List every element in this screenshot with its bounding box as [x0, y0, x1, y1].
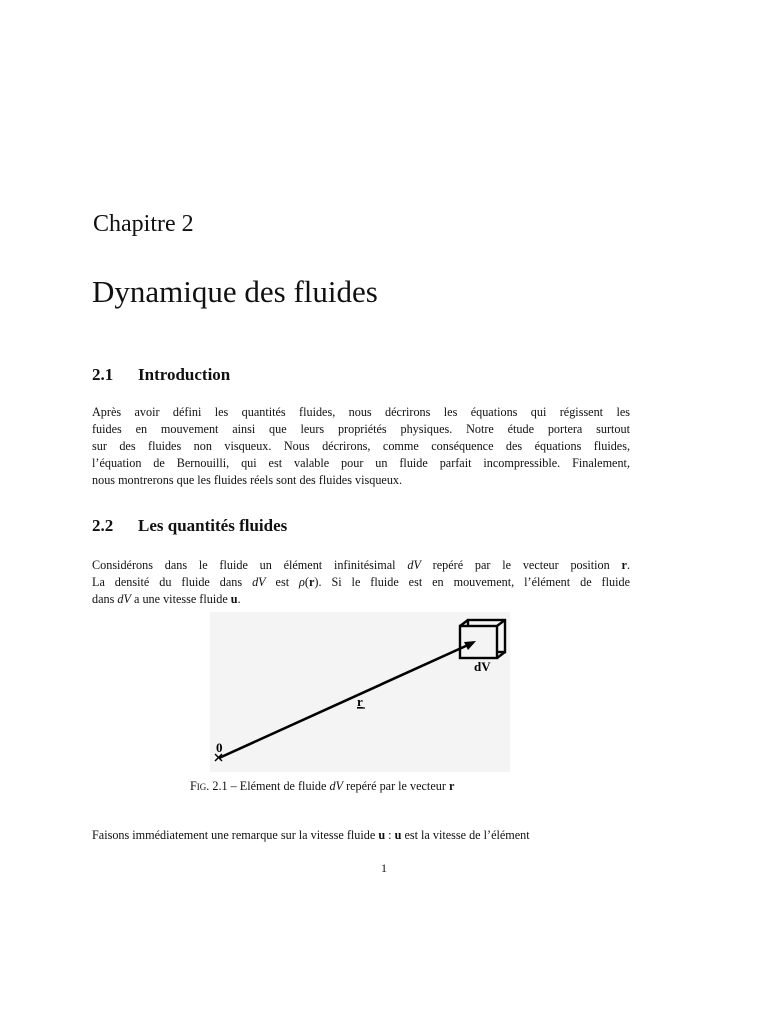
vector-label-r: r	[357, 694, 363, 709]
paragraph-line: dans dV a une vitesse fluide u.	[92, 592, 241, 606]
section-heading-introduction	[92, 365, 230, 385]
paragraph-line: La densité du fluide dans dV est ρ(r). Si le fluide est en mouvement, l’élément de fluide	[92, 575, 630, 589]
math-dv: dV	[117, 592, 131, 606]
origin-label: 0	[216, 740, 223, 755]
figure-fluid-element	[210, 612, 510, 772]
vector-r: r	[448, 779, 455, 793]
closing-paragraph	[92, 827, 630, 844]
paragraph-line: Faisons immédiatement une remarque sur la vitesse fluide u : u est la vitesse de l’élément	[92, 828, 530, 842]
math-dv: dV	[252, 575, 266, 589]
chapter-title: Dynamique des fluides	[92, 274, 378, 309]
paragraph-line: l’équation de Bernouilli, qui est valable pour un fluide parfait incompressible. Finalement,	[92, 456, 630, 470]
vector-r: r	[308, 575, 315, 589]
section-number: 2.2	[92, 516, 114, 535]
section-title: Les quantités fluides	[138, 516, 288, 535]
paragraph-line: Considérons dans le fluide un élément infinitésimal dV repéré par le vecteur position r.	[92, 558, 630, 572]
paragraph-line: nous montrerons que les fluides réels sont des fluides visqueux.	[92, 473, 403, 487]
section-heading-quantites-fluides	[92, 516, 287, 536]
vector-u: u	[230, 592, 238, 606]
paragraph-line: fuides en mouvement ainsi que leurs propriétés physiques. Notre étude portera surtout	[92, 422, 630, 436]
math-rho: ρ	[299, 575, 305, 589]
section-number: 2.1	[92, 365, 114, 384]
introduction-paragraph	[92, 404, 630, 489]
page-number: 1	[381, 861, 387, 875]
paragraph-line: Après avoir défini les quantités fluides, nous décrirons les équations qui régissent les	[92, 405, 630, 419]
vector-u: u	[394, 828, 402, 842]
chapter-label: Chapitre 2	[93, 211, 194, 237]
math-dv: dV	[329, 779, 344, 793]
math-dv: dV	[407, 558, 421, 572]
vector-u: u	[378, 828, 386, 842]
quantites-paragraph	[92, 557, 630, 608]
paragraph-line: sur des fluides non visqueux. Nous décrirons, comme conséquence des équations fluides,	[92, 439, 630, 453]
volume-label-dv: dV	[474, 659, 491, 674]
section-title: Introduction	[138, 365, 231, 384]
caption-prefix: Fig. 2.1	[190, 779, 228, 793]
vector-r: r	[621, 558, 627, 572]
figure-caption: Fig. 2.1 – Elément de fluide dV repéré par le vecteur r	[190, 779, 455, 793]
